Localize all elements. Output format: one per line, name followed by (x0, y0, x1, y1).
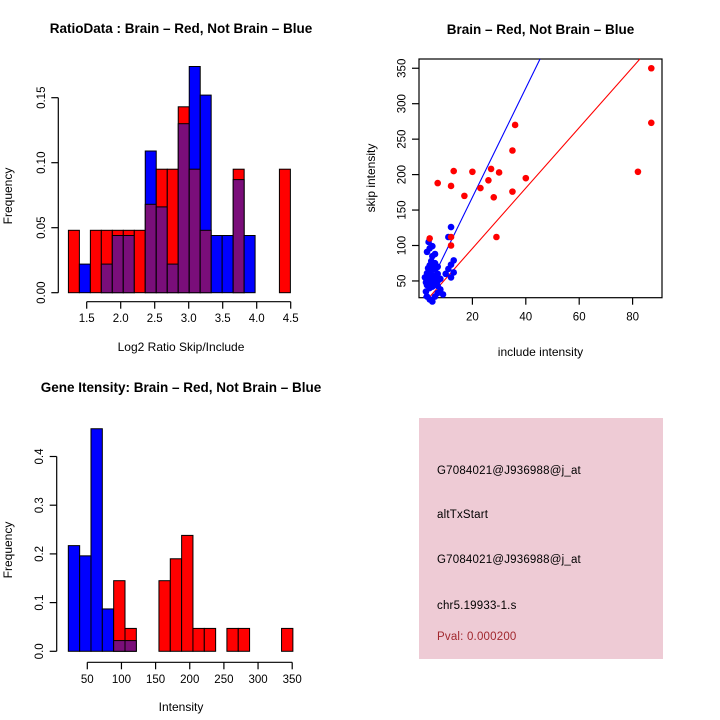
x-tick-label: 40 (519, 311, 533, 324)
pval-line: Pval: 0.000200 (437, 631, 517, 643)
scatter-point-blue (448, 274, 455, 281)
scatter-point-red (469, 168, 476, 175)
scatter-point-red (490, 194, 497, 201)
scatter-point-blue (448, 224, 455, 231)
scatter-point-red (477, 185, 484, 192)
chart-title: Brain – Red, Not Brain – Blue (446, 22, 635, 37)
histogram-bar-red (193, 628, 204, 651)
x-tick-label: 150 (146, 673, 166, 686)
y-tick-label: 300 (396, 94, 409, 114)
histogram-bar-overlap (233, 180, 244, 293)
y-axis-title: skip intensity (364, 143, 378, 213)
splice-type-line: altTxStart (437, 509, 489, 521)
y-tick-label: 150 (396, 200, 409, 220)
histogram-bar-red (279, 169, 290, 293)
scatter-point-red (509, 188, 516, 195)
histogram-bar-overlap (156, 207, 167, 293)
chart-title: Gene Itensity: Brain – Red, Not Brain – Blue (40, 380, 322, 395)
scatter-point-red (648, 120, 655, 127)
gene-info-panel (360, 360, 720, 720)
fit-line-red (429, 59, 640, 298)
scatter-point-blue (437, 276, 444, 283)
y-tick-label: 0.15 (35, 86, 48, 109)
histogram-bar-blue (79, 264, 90, 293)
probe-id-line: G7084021@J936988@j_at (437, 465, 581, 477)
scatter-point-red (493, 234, 500, 241)
histogram-bar-red (238, 628, 249, 651)
y-tick-label: 100 (396, 235, 409, 256)
histogram-bar-blue (80, 556, 91, 651)
scatter-point-red (648, 65, 655, 72)
y-tick-label: 0.3 (34, 497, 47, 514)
histogram-bar-overlap (178, 124, 189, 293)
y-tick-label: 0.0 (34, 643, 47, 660)
x-axis-title: include intensity (497, 345, 584, 359)
histogram-bar-overlap (145, 204, 156, 292)
scatter-point-red (434, 180, 441, 187)
x-tick-label: 2.0 (112, 313, 129, 326)
y-tick-label: 250 (396, 129, 409, 149)
scatter-point-red (512, 122, 519, 129)
y-tick-label: 0.00 (35, 281, 48, 304)
scatter-point-red (450, 168, 457, 175)
y-tick-label: 0.2 (34, 545, 47, 562)
x-tick-label: 2.5 (146, 313, 163, 326)
ratio-histogram-panel (0, 0, 360, 360)
scatter-point-red (496, 169, 503, 176)
probe-id-line-2: G7084021@J936988@j_at (437, 554, 581, 566)
histogram-bar-red (227, 628, 238, 651)
histogram-bar-red (170, 559, 181, 652)
x-tick-label: 20 (466, 311, 479, 324)
y-tick-label: 350 (396, 58, 409, 78)
histogram-bar-overlap (167, 264, 178, 293)
x-tick-label: 60 (572, 311, 586, 324)
histogram-bar-blue (244, 236, 255, 293)
histogram-bar-overlap (123, 236, 134, 293)
x-tick-label: 1.5 (78, 313, 95, 326)
histogram-bar-red (204, 628, 215, 651)
histogram-bar-blue (102, 609, 113, 651)
histogram-bar-red (68, 230, 79, 292)
scatter-point-blue (432, 251, 439, 258)
x-tick-label: 4.0 (248, 313, 265, 326)
histogram-bar-red (282, 628, 293, 651)
x-tick-label: 250 (214, 673, 234, 686)
histogram-bar-overlap (125, 641, 136, 652)
x-tick-label: 3.0 (180, 313, 197, 326)
x-tick-label: 4.5 (282, 313, 299, 326)
x-axis-title: Log2 Ratio Skip/Include (117, 340, 245, 354)
y-tick-label: 0.10 (35, 151, 48, 174)
scatter-point-blue (440, 291, 447, 298)
scatter-point-blue (450, 257, 457, 264)
scatter-point-red (509, 147, 516, 154)
histogram-bar-overlap (200, 230, 211, 292)
histogram-bar-blue (211, 236, 222, 293)
x-tick-label: 350 (282, 673, 302, 686)
scatter-point-red (448, 183, 455, 190)
x-tick-label: 200 (180, 673, 200, 686)
scatter-point-red (485, 177, 492, 184)
y-tick-label: 0.05 (35, 216, 48, 239)
x-tick-label: 50 (80, 673, 94, 686)
x-tick-label: 100 (111, 673, 132, 686)
x-axis-title: Intensity (158, 700, 204, 714)
scatter-point-red (488, 166, 495, 173)
histogram-bar-blue (68, 546, 79, 652)
scatter-point-red (448, 242, 455, 249)
gene-info-box (419, 418, 663, 659)
scatter-point-red (448, 234, 455, 241)
histogram-bar-overlap (114, 641, 125, 652)
y-tick-label: 0.1 (34, 594, 47, 611)
y-axis-title: Frequency (1, 521, 15, 579)
x-tick-label: 80 (626, 311, 639, 324)
y-tick-label: 200 (396, 165, 409, 185)
histogram-bar-red (182, 535, 193, 651)
y-tick-label: 50 (396, 274, 409, 288)
histogram-bar-overlap (189, 169, 200, 293)
scatter-point-red (635, 168, 642, 175)
histogram-bar-red (90, 230, 101, 292)
y-axis-title: Frequency (1, 167, 15, 225)
histogram-bar-red (134, 230, 145, 292)
scatter-point-red (426, 235, 433, 242)
histogram-bar-blue (91, 429, 102, 652)
gene-intensity-histogram-panel (0, 360, 360, 720)
chromosome-line: chr5.19933-1.s (437, 600, 517, 612)
y-tick-label: 0.4 (34, 448, 47, 465)
x-tick-label: 3.5 (214, 313, 231, 326)
scatter-point-red (461, 193, 468, 200)
x-tick-label: 300 (248, 673, 268, 686)
scatter-point-red (523, 175, 530, 182)
histogram-bar-red (159, 581, 170, 652)
chart-title: RatioData : Brain – Red, Not Brain – Blue (49, 21, 313, 36)
histogram-bar-overlap (101, 264, 112, 293)
histogram-bar-blue (222, 236, 233, 293)
scatter-point-blue (434, 263, 441, 270)
intensity-scatter-panel (360, 0, 720, 360)
histogram-bar-overlap (112, 236, 123, 293)
